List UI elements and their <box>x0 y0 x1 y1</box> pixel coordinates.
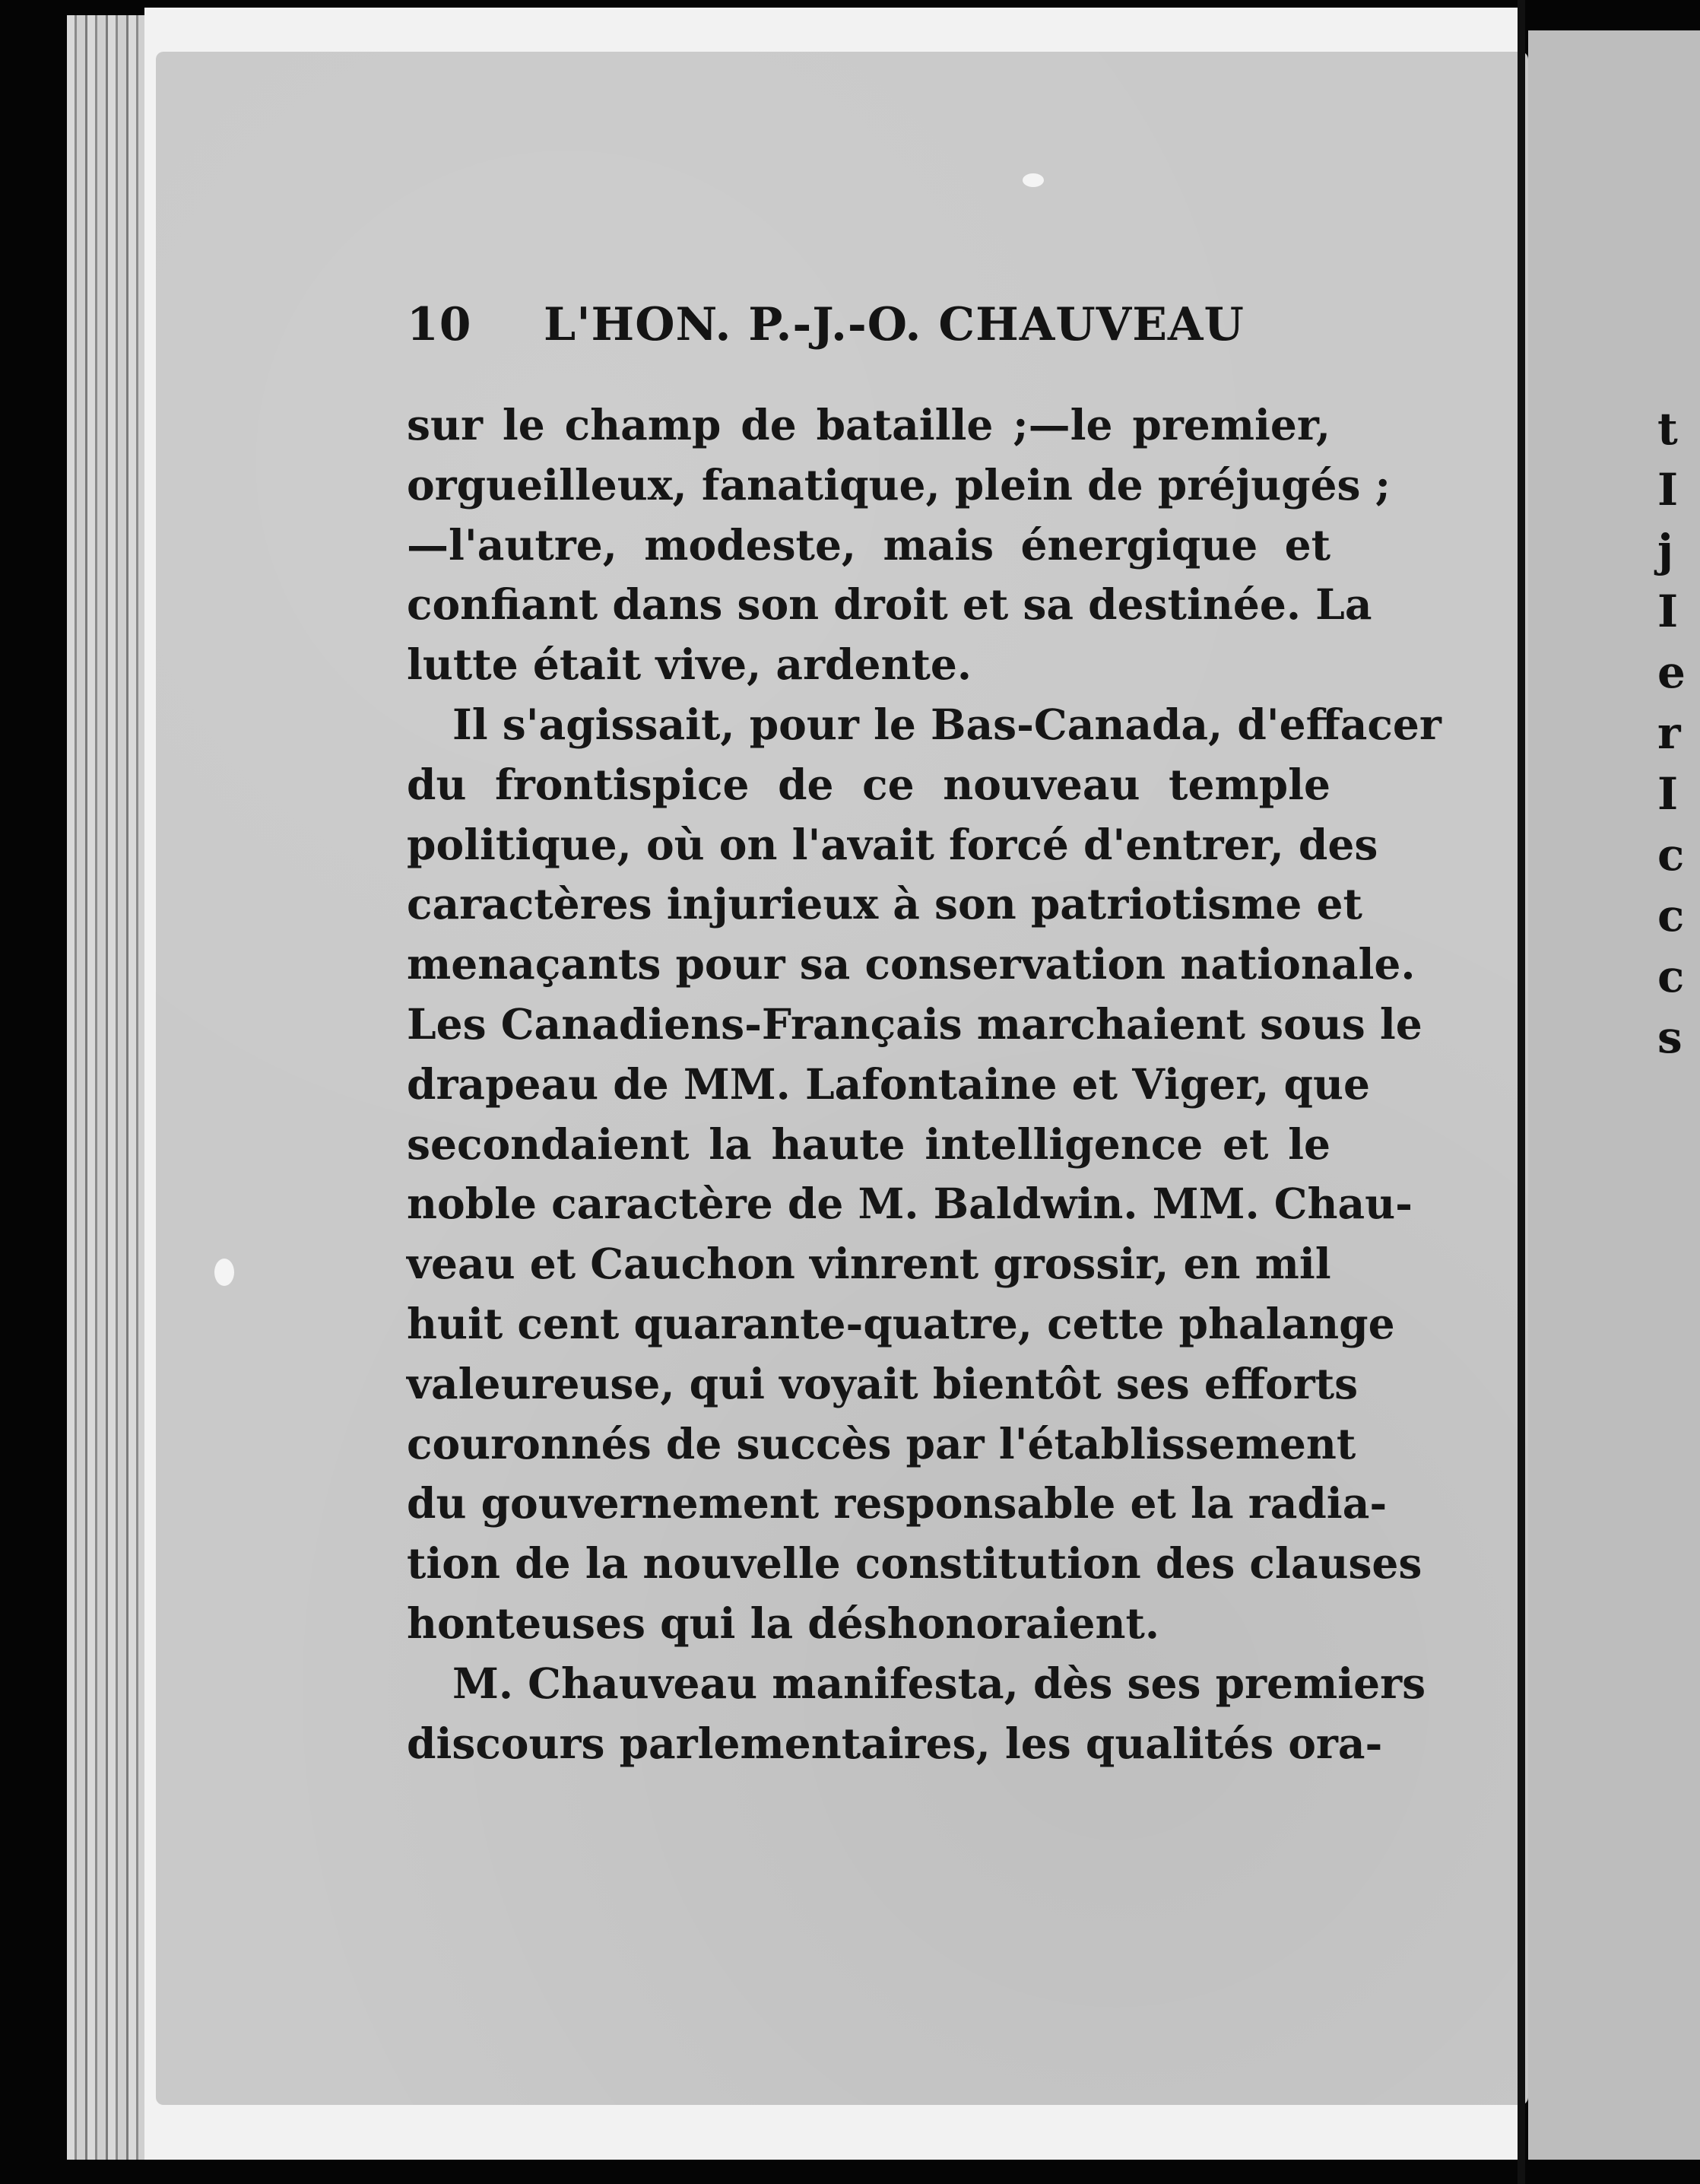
facing-glyph: c <box>1657 829 1685 881</box>
text-line: du gouvernement responsable et la radia- <box>407 1478 1388 1528</box>
text-line: caractères injurieux à son patriotisme et <box>407 879 1362 929</box>
text-line: drapeau de MM. Lafontaine et Viger, que <box>407 1059 1370 1109</box>
text-line: valeureuse, qui voyait bientôt ses efforts <box>407 1358 1359 1408</box>
facing-glyph: I <box>1657 586 1679 637</box>
facing-glyph: s <box>1657 1011 1683 1063</box>
text-line: honteuses qui la déshonoraient. <box>407 1598 1160 1648</box>
text-line: Les Canadiens-Français marchaient sous le <box>407 998 1422 1049</box>
text-line: couronnés de succès par l'établissement <box>407 1418 1356 1468</box>
text-line: orgueilleux, fanatique, plein de préjugés ; <box>407 459 1391 509</box>
text-line: —l'autre, modeste, mais énergique et <box>407 519 1331 570</box>
facing-glyph: c <box>1657 951 1685 1002</box>
page-number: 10 <box>407 298 472 351</box>
text-line: Il s'agissait, pour le Bas-Canada, d'effacer <box>452 699 1442 749</box>
text-line: confiant dans son droit et sa destinée. La <box>407 579 1372 630</box>
text-line: M. Chauveau manifesta, dès ses premiers <box>452 1658 1426 1708</box>
text-line: noble caractère de M. Baldwin. MM. Chau- <box>407 1179 1413 1229</box>
running-head <box>407 298 1245 359</box>
facing-glyph: I <box>1657 768 1679 820</box>
paper-speck <box>1023 173 1044 187</box>
facing-glyph: j <box>1657 525 1673 576</box>
text-line: politique, où on l'avait forcé d'entrer, des <box>407 819 1378 869</box>
book-spine <box>1518 0 1525 2184</box>
facing-glyph: t <box>1657 403 1678 455</box>
paper-speck <box>214 1259 234 1286</box>
facing-page <box>1528 30 1700 2160</box>
text-line: sur le champ de bataille ;—le premier, <box>407 400 1331 449</box>
facing-glyph: c <box>1657 890 1685 941</box>
text-line: secondaient la haute intelligence et le <box>407 1119 1331 1169</box>
text-line: menaçants pour sa conservation nationale. <box>407 939 1416 989</box>
facing-glyph: r <box>1657 707 1681 759</box>
text-line: tion de la nouvelle constitution des clauses <box>407 1538 1422 1589</box>
text-line: du frontispice de ce nouveau temple <box>407 759 1331 809</box>
body-text <box>407 395 1442 1773</box>
running-head-title: L'HON. P.-J.-O. CHAUVEAU <box>544 298 1245 351</box>
text-line: lutte était vive, ardente. <box>407 640 972 690</box>
text-line: veau et Cauchon vinrent grossir, en mil <box>407 1239 1331 1289</box>
facing-glyph: I <box>1657 464 1679 516</box>
facing-glyph: e <box>1657 646 1686 698</box>
text-line: huit cent quarante-quatre, cette phalange <box>407 1298 1395 1348</box>
text-line: discours parlementaires, les qualités ora- <box>407 1718 1383 1768</box>
